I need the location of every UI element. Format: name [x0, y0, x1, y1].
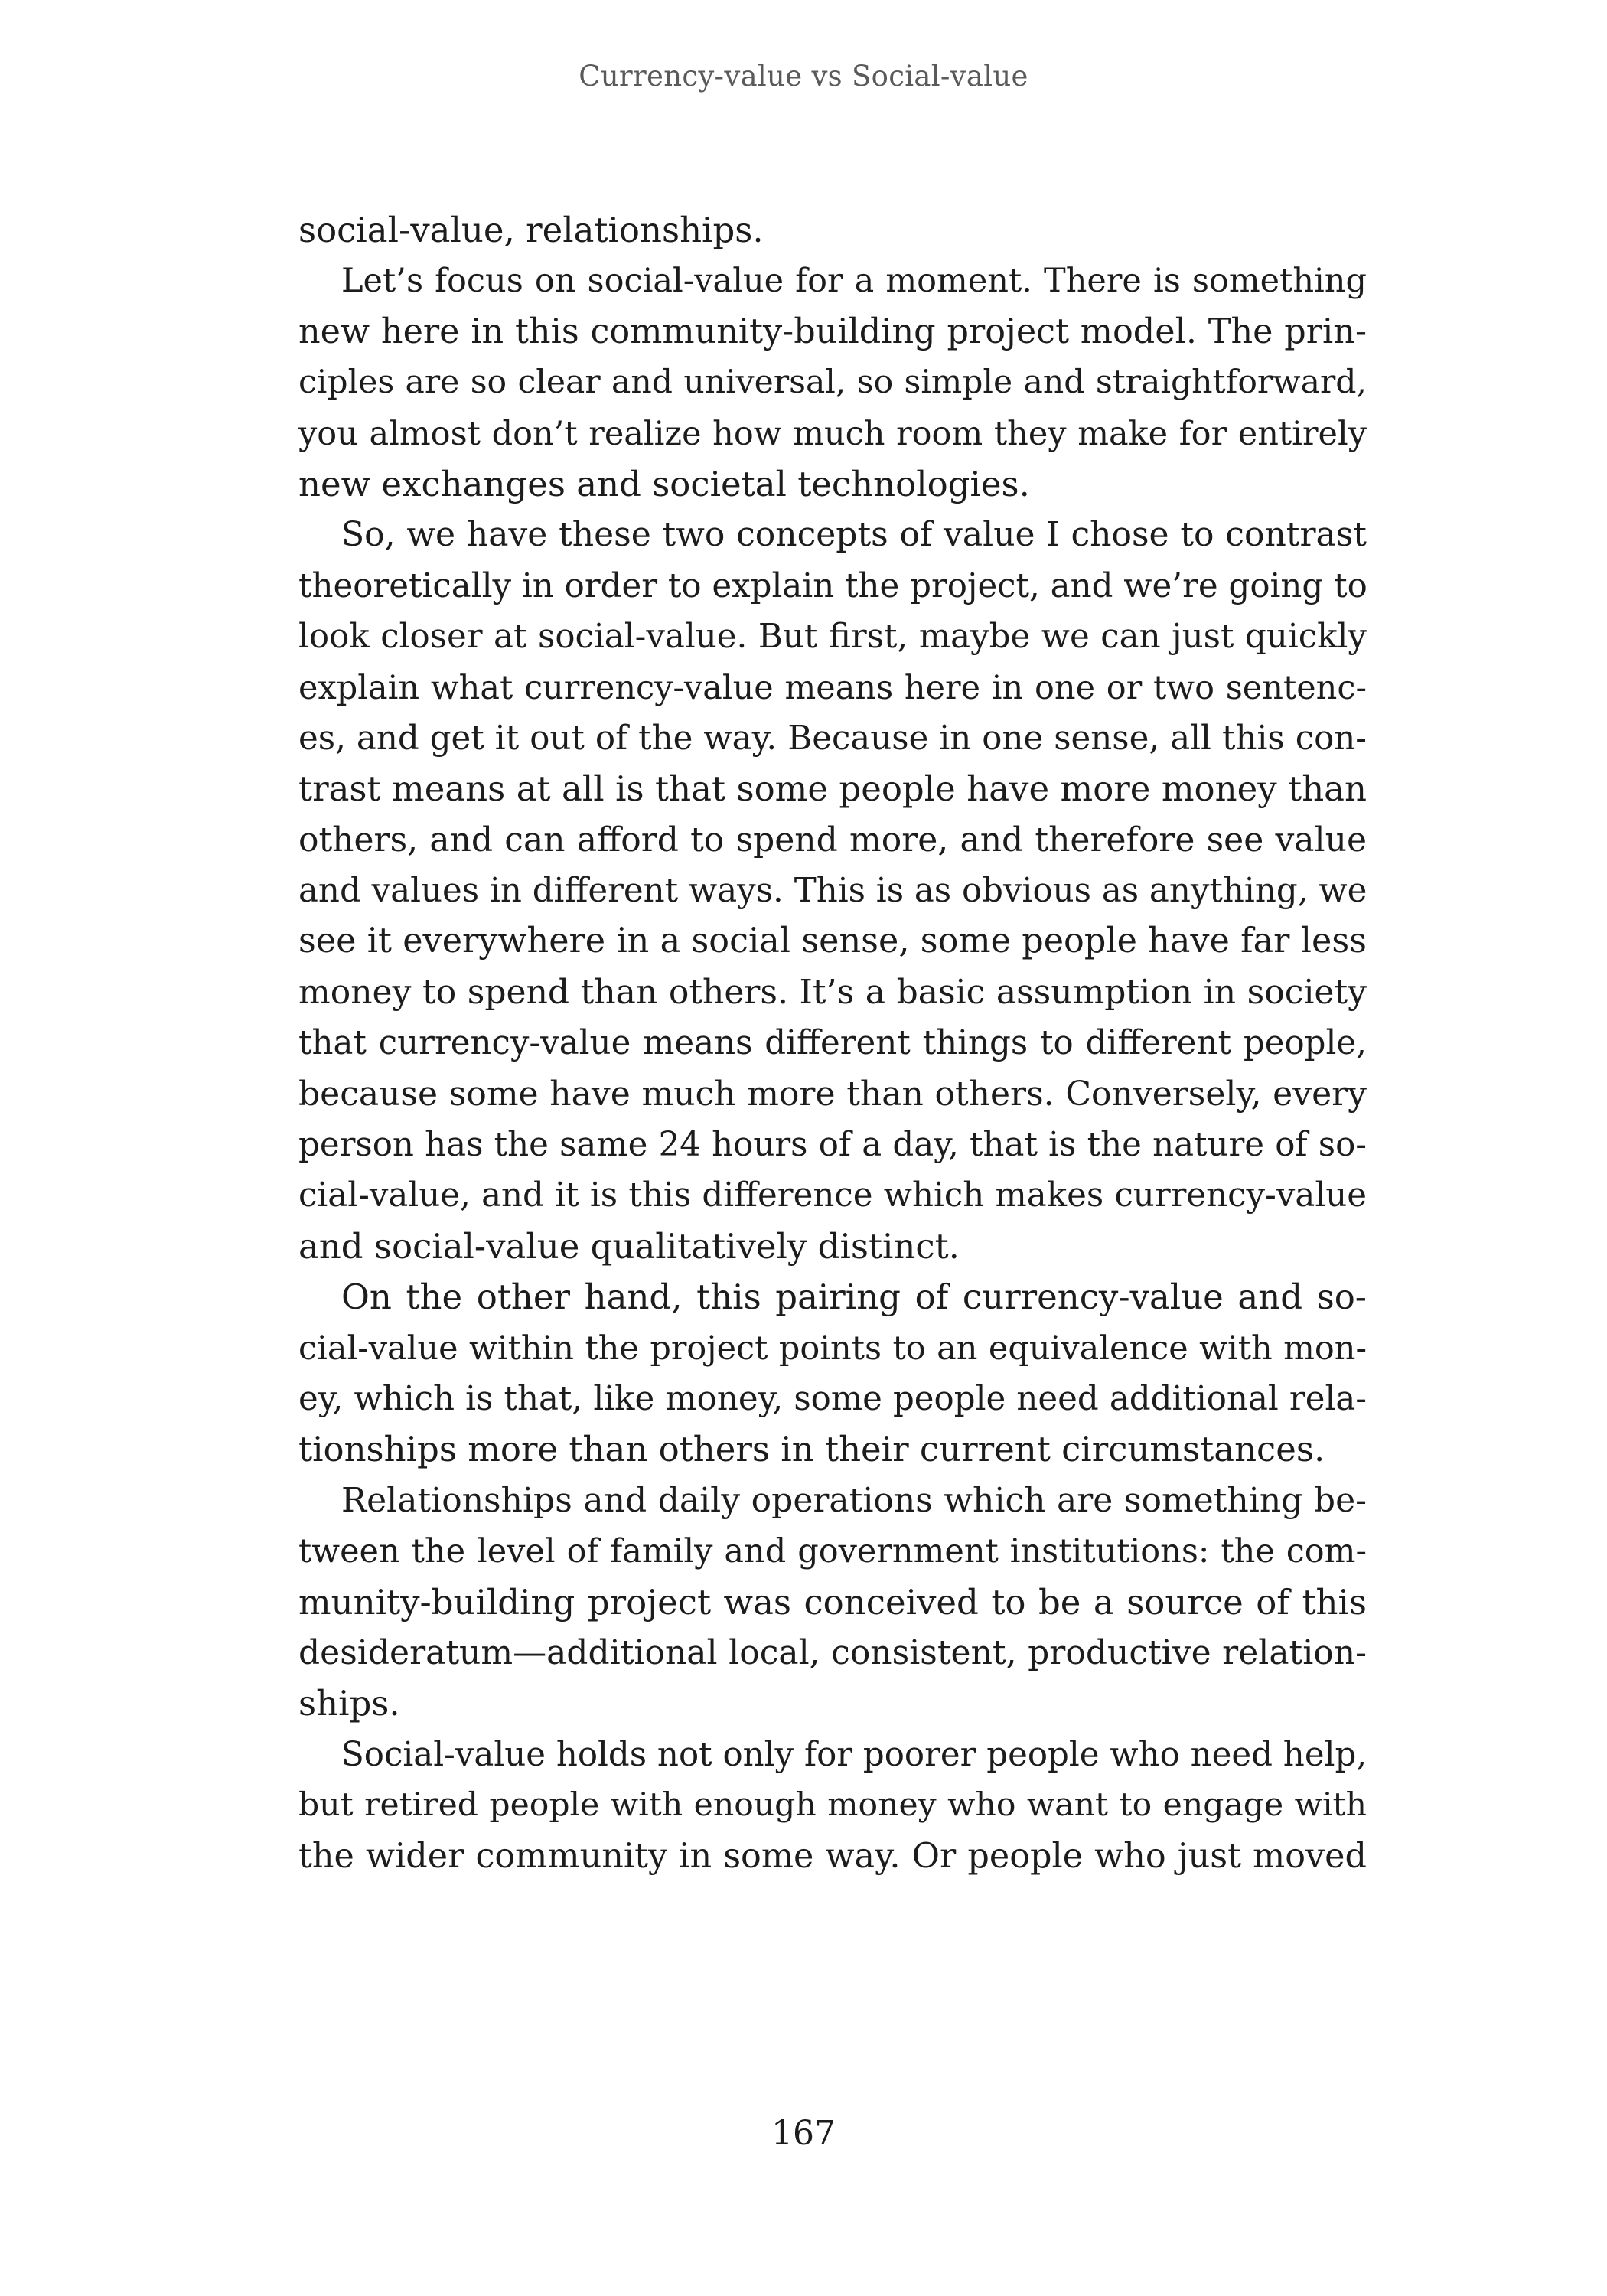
text-line: that currency-value means different things to different people,	[298, 1024, 1367, 1063]
body-text	[298, 205, 1367, 1882]
text-line: ciples are so clear and universal, so simple and straightforward,	[298, 364, 1367, 402]
text-line: Let’s focus on social-value for a moment. There is something	[341, 262, 1367, 301]
text-line: tween the level of family and government institutions: the com-	[298, 1532, 1367, 1571]
text-line: the wider community in some way. Or people who just moved	[298, 1836, 1367, 1876]
text-line: new exchanges and societal technologies.	[298, 463, 1030, 504]
text-line: cial-value within the project points to an equivalence with mon-	[298, 1329, 1367, 1368]
text-line: new here in this community-building project model. The prin-	[298, 311, 1367, 351]
text-line: ships.	[298, 1683, 400, 1724]
text-line: Social-value holds not only for poorer people who need help,	[341, 1735, 1367, 1774]
text-line: but retired people with enough money who want to engage with	[298, 1786, 1367, 1825]
text-line: and values in different ways. This is as obvious as anything, we	[298, 872, 1367, 911]
text-line: ey, which is that, like money, some people need additional rela-	[298, 1379, 1367, 1418]
text-line: tionships more than others in their current circumstances.	[298, 1429, 1325, 1470]
text-line: es, and get it out of the way. Because in one sense, all this con-	[298, 719, 1367, 758]
text-line: munity-building project was conceived to be a source of this	[298, 1581, 1367, 1623]
text-line: others, and can afford to spend more, and therefore see value	[298, 820, 1367, 859]
text-line: see it everywhere in a social sense, some people have far less	[298, 921, 1367, 961]
text-line: Relationships and daily operations which are something be-	[341, 1480, 1367, 1520]
text-line: look closer at social-value. But first, maybe we can just quickly	[298, 618, 1367, 657]
text-line: On the other hand, this pairing of currency-value and so-	[341, 1277, 1367, 1318]
page-number: 167	[771, 2114, 836, 2153]
text-line: explain what currency-value means here in one or two sentenc-	[298, 668, 1367, 707]
text-line: cial-value, and it is this difference which makes currency-value	[298, 1176, 1367, 1215]
running-head: Currency-value vs Social-value	[579, 60, 1028, 93]
text-line: because some have much more than others. Conversely, every	[298, 1074, 1367, 1114]
text-line: you almost don’t realize how much room they make for entirely	[298, 414, 1367, 453]
text-line: desideratum—additional local, consistent, productive relation-	[298, 1632, 1367, 1672]
text-line: theoretically in order to explain the project, and we’re going to	[298, 566, 1367, 605]
text-line: and social-value qualitatively distinct.	[298, 1225, 960, 1267]
text-line: trast means at all is that some people have more money than	[298, 768, 1367, 810]
text-line: So, we have these two concepts of value I chose to contrast	[341, 515, 1367, 555]
text-line: social-value, relationships.	[298, 210, 764, 250]
text-line: money to spend than others. It’s a basic assumption in society	[298, 972, 1367, 1012]
text-line: person has the same 24 hours of a day, that is the nature of so-	[298, 1126, 1367, 1165]
